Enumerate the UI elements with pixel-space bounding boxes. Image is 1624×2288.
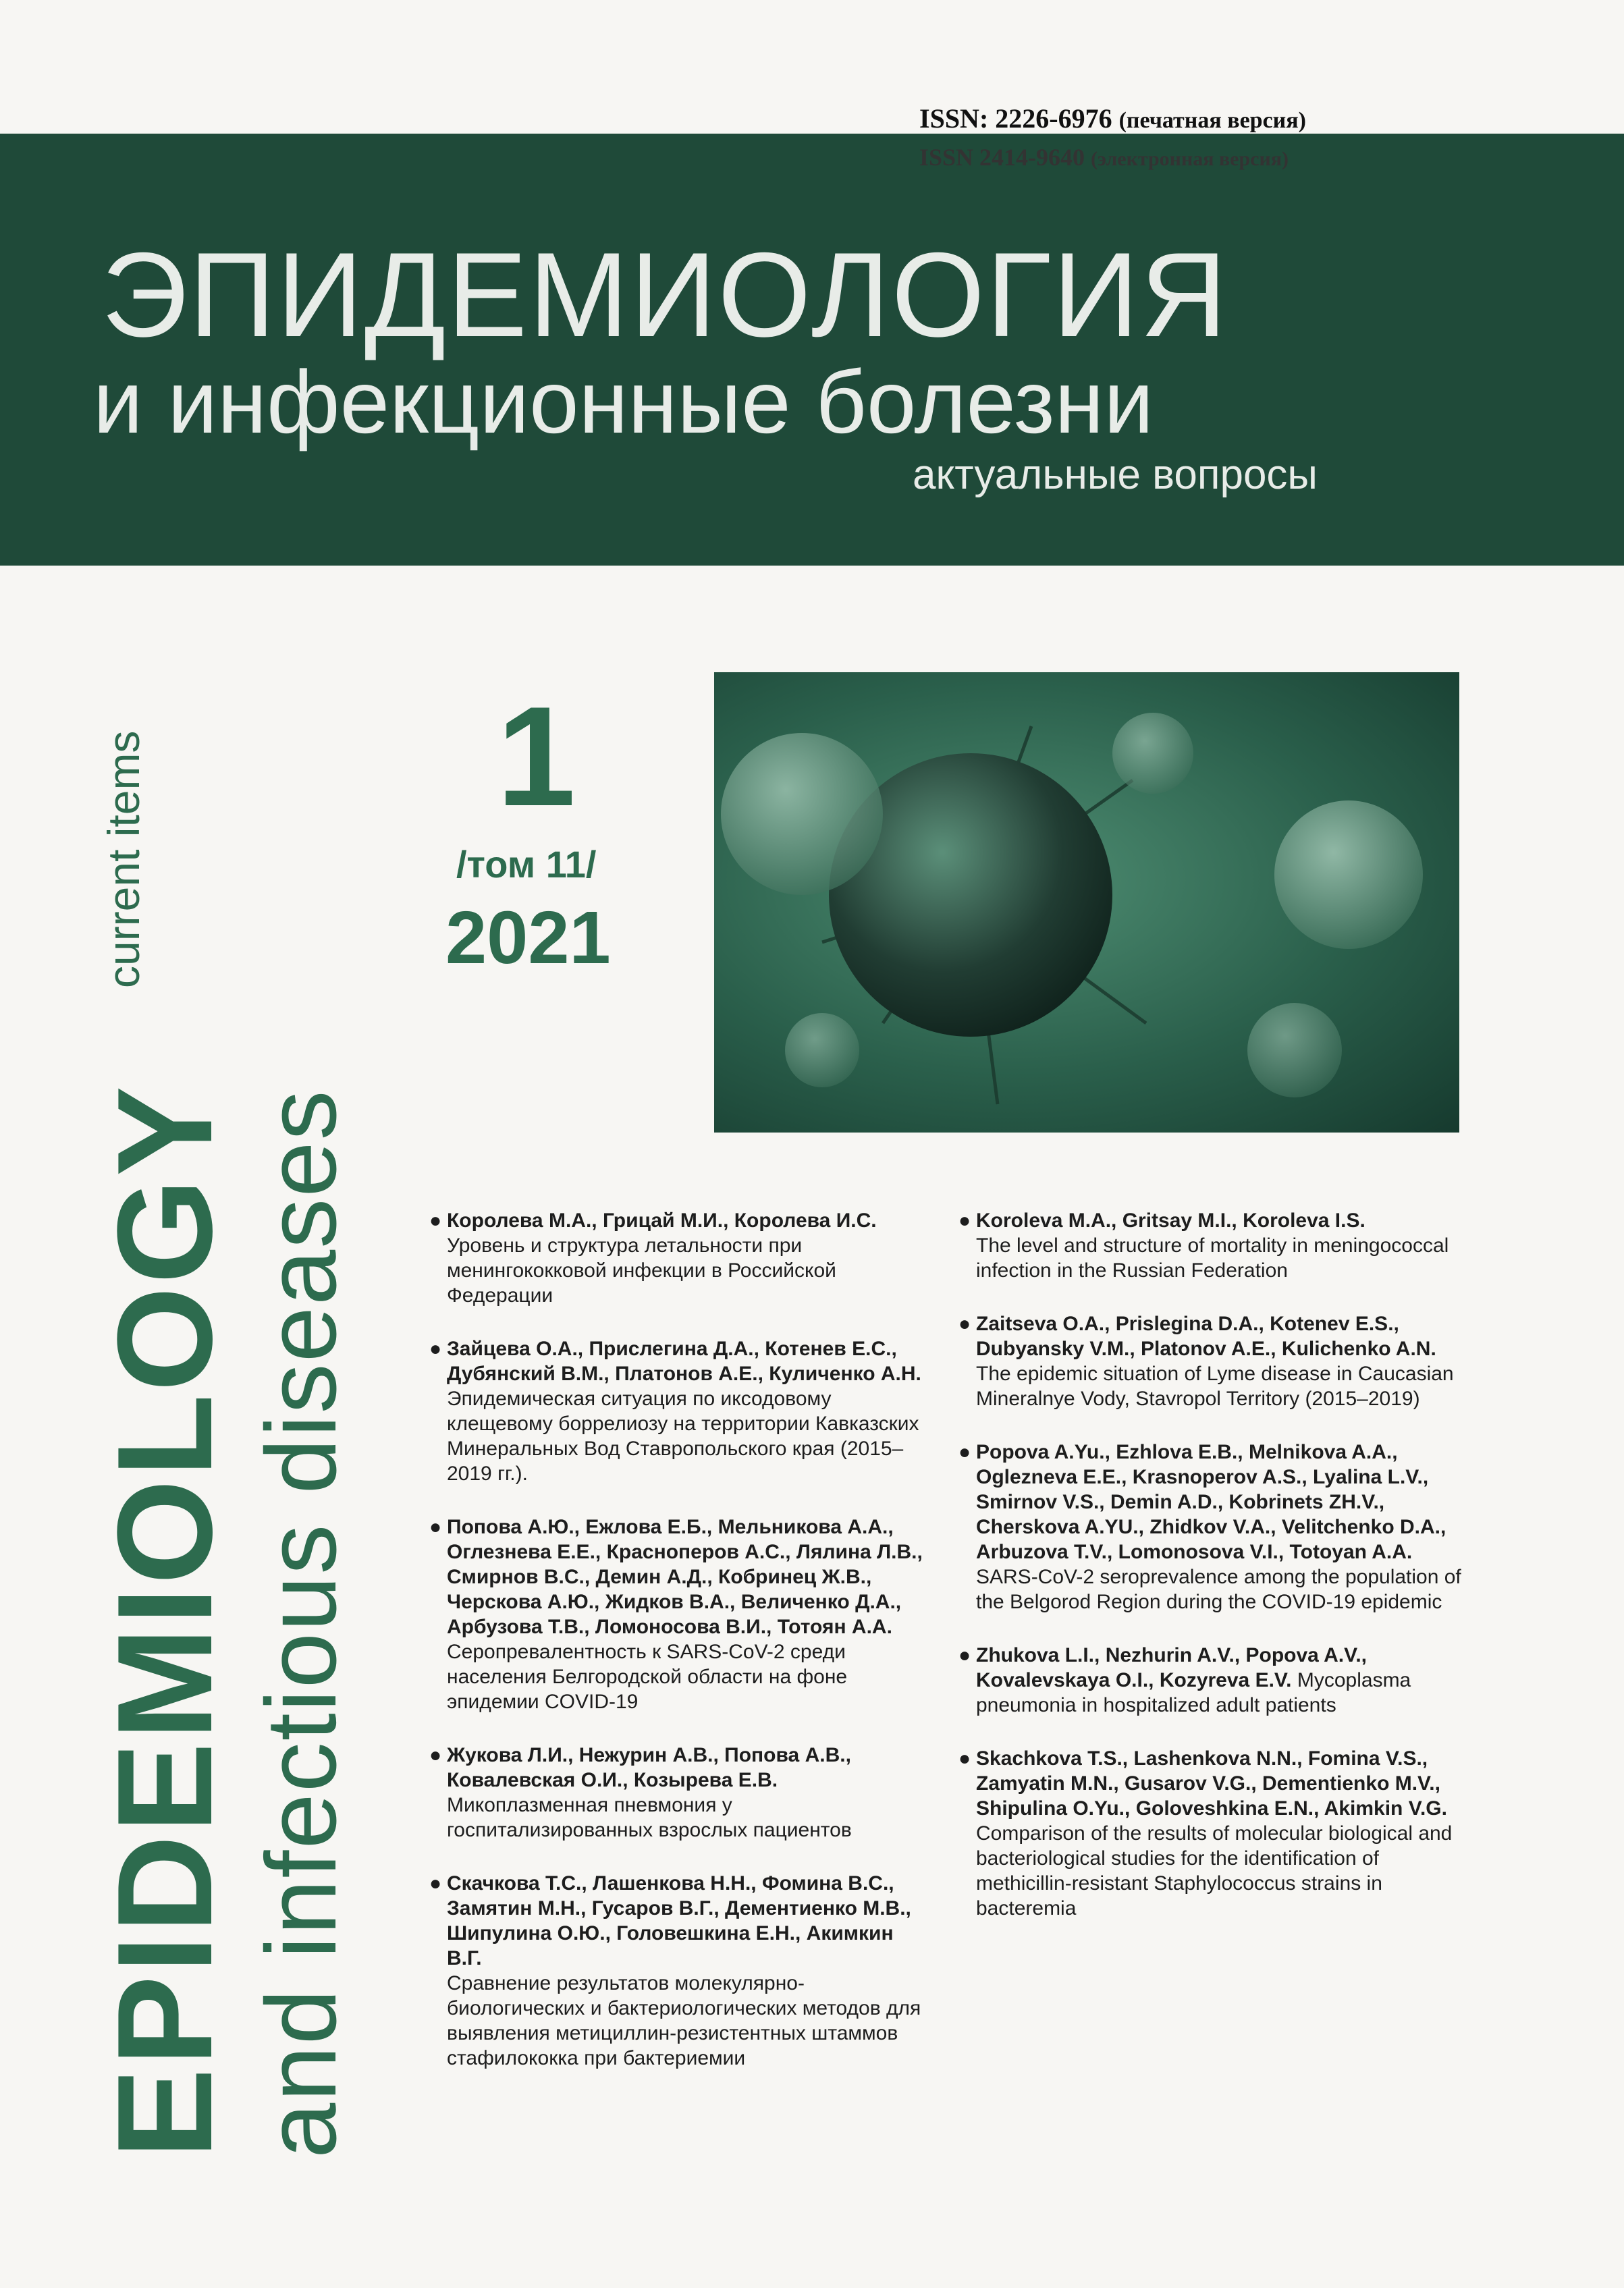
bullet-icon: ● [429, 1744, 442, 1766]
bullet-icon: ● [958, 1313, 971, 1335]
article-title: The level and structure of mortality in meningococcal infection in the Russian Federation [976, 1234, 1449, 1282]
article-en-4 [958, 1643, 1462, 1718]
issn-electronic [919, 143, 1289, 171]
bullet-icon: ● [958, 1441, 971, 1463]
bullet-icon: ● [958, 1644, 971, 1666]
article-authors: Koroleva M.A., Gritsay M.I., Koroleva I.S. [976, 1209, 1365, 1232]
article-authors: Жукова Л.И., Нежурин А.В., Попова А.В., Ковалевская О.И., Козырева Е.В. [447, 1744, 851, 1791]
article-ru-4 [429, 1743, 933, 1843]
article-authors: Zhukova L.I., Nezhurin A.V., Popova A.V., Kovalevskaya O.I., Kozyreva E.V. [976, 1644, 1368, 1691]
issn-print-label: (печатная версия) [1118, 108, 1306, 133]
journal-subtitle: актуальные вопросы [913, 452, 1318, 498]
issn-electronic-label: (электронная версия) [1091, 148, 1289, 170]
spine-title-infectious: and infectious diseases [246, 1089, 357, 2158]
article-en-1 [958, 1208, 1462, 1283]
journal-title-line1: ЭПИДЕМИОЛОГИЯ [101, 227, 1228, 362]
article-authors: Skachkova T.S., Lashenkova N.N., Fomina V.S., Zamyatin M.N., Gusarov V.G., Dementienko M.V., Shipulina O.Yu., Goloveshkina E.N., Akimkin V.G. [976, 1747, 1447, 1820]
issue-year: 2021 [445, 896, 611, 979]
articles-en [958, 1208, 1462, 1949]
article-en-3 [958, 1440, 1462, 1614]
articles-ru [429, 1208, 933, 2099]
article-title: SARS-CoV-2 seroprevalence among the population of the Belgorod Region during the COVID-19 epidemic [976, 1566, 1461, 1613]
issue-volume: /том 11/ [456, 843, 597, 886]
article-title: Comparison of the results of molecular biological and bacteriological studies for the identification of methicillin-resistant Staphylococcus strains in bacteremia [976, 1822, 1453, 1919]
bullet-icon: ● [429, 1338, 442, 1360]
article-authors: Попова А.Ю., Ежлова Е.Б., Мельникова А.А., Оглезнева Е.Е., Красноперов А.С., Лялина Л.В., Смирнов В.С., Демин А.Д., Кобринец Ж.В., Черскова А.Ю., Жидков В.А., Величенко Д.А., Арбузова Т.В., Ломоносова В.И., Тотоян А.А. [447, 1516, 923, 1638]
journal-title-line2: и инфекционные болезни [93, 352, 1154, 452]
article-authors: Zaitseva O.A., Prislegina D.A., Kotenev E.S., Dubyansky V.M., Platonov A.E., Kulichenko A.N. [976, 1313, 1436, 1360]
article-ru-1 [429, 1208, 933, 1308]
article-title: Микоплазменная пневмония у госпитализированных взрослых пациентов [447, 1794, 852, 1841]
bullet-icon: ● [958, 1209, 971, 1232]
article-ru-5 [429, 1871, 933, 2071]
article-ru-2 [429, 1336, 933, 1486]
article-title: Уровень и структура летальности при менингококковой инфекции в Российской Федерации [447, 1234, 836, 1307]
article-authors: Зайцева О.А., Прислегина Д.А., Котенев Е.С., Дубянский В.М., Платонов А.Е., Куличенко А.Н. [447, 1338, 921, 1385]
article-authors: Королева М.А., Грицай М.И., Королева И.С. [447, 1209, 877, 1232]
article-title: Серопревалентность к SARS-CoV-2 среди населения Белгородской области на фоне эпидемии COVID-19 [447, 1641, 848, 1713]
article-title: Сравнение результатов молекулярно-биологических и бактериологических методов для выявления метициллин-резистентных штаммов стафилококка при бактериемии [447, 1972, 921, 2069]
article-en-2 [958, 1311, 1462, 1411]
virus-illustration-graphic [714, 672, 1459, 1133]
article-authors: Popova A.Yu., Ezhlova E.B., Melnikova A.A., Oglezneva E.E., Krasnoperov A.S., Lyalina L.V., Smirnov V.S., Demin A.D., Kobrinets ZH.V., Cherskova A.YU., Zhidkov V.A., Velitchenko D.A., Arbuzova T.V., Lomonosova V.I., Totoyan A.A. [976, 1441, 1446, 1563]
spine-title-current: current items [99, 730, 148, 988]
issn-print-number: ISSN: 2226-6976 [919, 103, 1112, 134]
spine-title-epidemiology: EPIDEMIOLOGY [90, 1083, 240, 2158]
virus-illustration [714, 672, 1459, 1133]
issue-number: 1 [497, 677, 576, 836]
bullet-icon: ● [429, 1209, 442, 1232]
issn-electronic-number: ISSN 2414-9640 [919, 144, 1085, 171]
article-title: Эпидемическая ситуация по иксодовому клещевому боррелиозу на территории Кавказских Минеральных Вод Ставропольского края (2015–2019 гг.). [447, 1388, 919, 1485]
bullet-icon: ● [429, 1872, 442, 1895]
article-en-5 [958, 1746, 1462, 1921]
issn-print [919, 103, 1306, 134]
article-title: Mycoplasma pneumonia in hospitalized adult patients [976, 1669, 1411, 1716]
bullet-icon: ● [958, 1747, 971, 1770]
bullet-icon: ● [429, 1516, 442, 1538]
article-ru-3 [429, 1515, 933, 1714]
article-authors: Скачкова Т.С., Лашенкова Н.Н., Фомина В.С., Замятин М.Н., Гусаров В.Г., Дементиенко М.В., Шипулина О.Ю., Головешкина Е.Н., Акимкин В.Г. [447, 1872, 911, 1969]
article-title: The epidemic situation of Lyme disease in Caucasian Mineralnye Vody, Stavropol Territory (2015–2019) [976, 1363, 1454, 1410]
